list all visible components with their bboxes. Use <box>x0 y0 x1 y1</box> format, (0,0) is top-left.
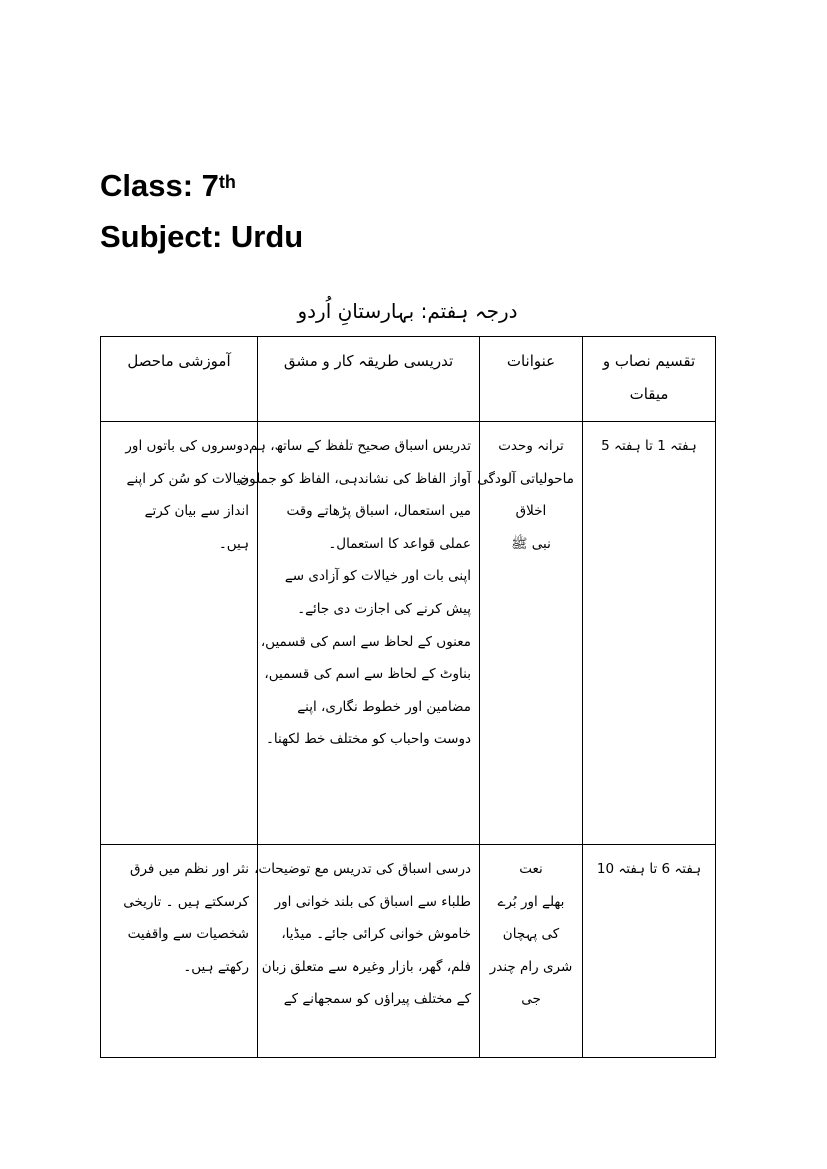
method-line: پیش کرنے کی اجازت دی جائے۔ <box>297 600 471 617</box>
method-line: طلباء سے اسباق کی بلند خوانی اور <box>274 893 471 910</box>
document-title: درجہ ہفتم: بہارستانِ اُردو <box>297 299 518 323</box>
column-header-topics: عنوانات <box>480 337 583 422</box>
subject-heading: Subject: Urdu <box>100 219 304 254</box>
column-header-outcome: آموزشی ماحصل <box>101 337 258 422</box>
table-row <box>101 845 716 1058</box>
method-line: فلم، گھر، بازار وغیرہ سے متعلق زبان <box>261 958 471 975</box>
outcome-line: ہیں۔ <box>218 535 249 552</box>
method-line: میں استعمال، اسباق پڑھاتے وقت <box>286 503 471 520</box>
topic-item: جی <box>521 991 541 1008</box>
table-row <box>101 422 716 845</box>
column-header-method: تدریسی طریقہ کار و مشق <box>258 337 480 422</box>
topic-item: شری رام چندر <box>489 958 573 975</box>
outcome-cell <box>101 422 258 845</box>
topic-item: ترانہ وحدت <box>498 438 564 454</box>
topic-item: اخلاق <box>515 503 547 520</box>
method-line: عملی قواعد کا استعمال۔ <box>328 535 471 552</box>
outcome-line: کرسکتے ہیں ۔ تاریخی <box>123 893 249 910</box>
outcome-line: خیالات کو سُن کر اپنے <box>126 470 249 487</box>
table-header-row <box>101 337 716 422</box>
method-line: درسی اسباق کی تدریس مع توضیحات، <box>254 861 471 877</box>
outcome-line: نثر اور نظم میں فرق <box>129 861 249 877</box>
topic-item: بھلے اور بُرے <box>497 893 565 910</box>
outcome-line: انداز سے بیان کرتے <box>144 503 249 520</box>
outcome-line: شخصیات سے واقفیت <box>127 926 249 943</box>
method-line: تدریس اسباق صحیح تلفظ کے ساتھ، ہم <box>249 438 471 454</box>
week-cell: ہفتہ 1 تا ہفتہ 5 <box>583 422 716 845</box>
week-cell: ہفتہ 6 تا ہفتہ 10 <box>583 845 716 1058</box>
topic-item: نبی ﷺ <box>511 535 551 552</box>
method-cell <box>239 422 480 845</box>
topics-cell <box>477 422 583 845</box>
topics-cell <box>480 845 583 1058</box>
method-line: مضامین اور خطوط نگاری، اپنے <box>297 698 471 715</box>
class-heading <box>100 168 236 204</box>
class-label: Class: 7 <box>100 168 219 203</box>
method-line: خاموش خوانی کرائی جائے۔ میڈیا، <box>281 926 471 943</box>
method-line: آواز الفاظ کی نشاندہی، الفاظ کو جملوں <box>239 470 471 487</box>
method-line: بناوٹ کے لحاظ سے اسم کی قسمیں، <box>264 666 471 683</box>
outcome-line: دوسروں کی باتوں اور <box>125 438 249 454</box>
method-line: دوست واحباب کو مختلف خط لکھنا۔ <box>266 731 471 748</box>
outcome-cell <box>101 845 258 1058</box>
method-cell <box>254 845 480 1058</box>
column-header-week: تقسیم نصاب و میقات <box>583 337 716 422</box>
method-line: کے مختلف پیراؤں کو سمجھانے کے <box>283 991 471 1008</box>
method-line: اپنی بات اور خیالات کو آزادی سے <box>284 568 471 585</box>
syllabus-table <box>100 336 716 1058</box>
class-ordinal-suffix: th <box>218 172 236 192</box>
outcome-line: رکھتے ہیں۔ <box>183 958 249 975</box>
topic-item: کی پہچان <box>502 926 560 943</box>
topic-item: نعت <box>519 861 543 877</box>
topic-item: ماحولیاتی آلودگی <box>477 470 574 487</box>
method-line: معنوں کے لحاظ سے اسم کی قسمیں، <box>260 633 471 650</box>
